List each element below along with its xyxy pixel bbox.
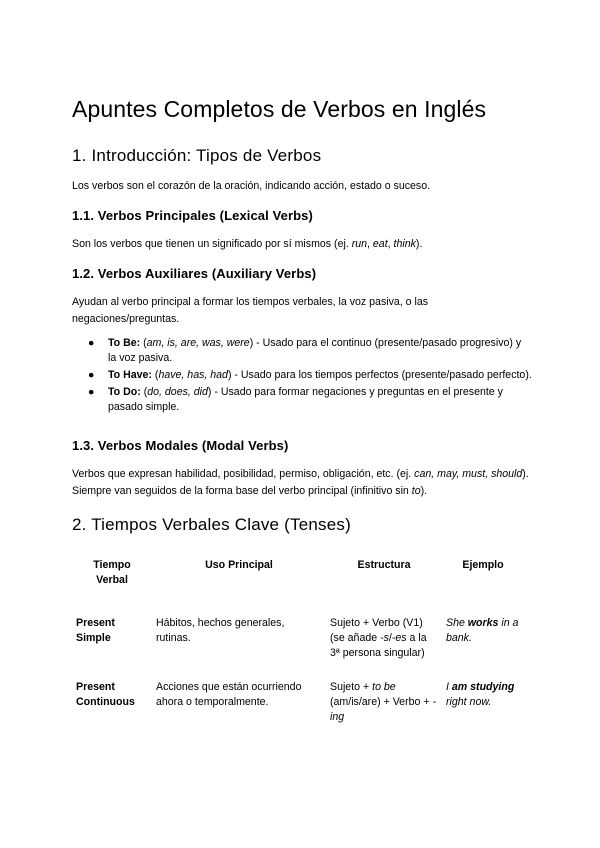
text-segment: , <box>387 238 394 250</box>
verb-forms: am, is, are, was, were <box>146 337 250 349</box>
table-row <box>72 680 524 744</box>
verb-forms: do, does, did <box>147 386 208 398</box>
text-segment: ) - Usado para los tiempos perfectos (presente/pasado perfecto). <box>227 369 532 381</box>
bullet-label: To Do: <box>108 386 141 398</box>
text-segment: Son los verbos que tienen un significado por sí mismos (ej. <box>72 238 352 250</box>
tense-structure <box>326 680 442 744</box>
modal-verbs-paragraph <box>72 466 532 500</box>
text-segment: / <box>388 632 392 644</box>
text-segment: ( <box>151 369 159 381</box>
verb-forms: have, has, had <box>158 369 228 381</box>
text-segment: ). <box>420 485 428 497</box>
tenses-table <box>72 558 524 744</box>
subheading-auxiliary-verbs: 1.2. Verbos Auxiliares (Auxiliary Verbs) <box>72 266 317 281</box>
to-be: to be <box>372 681 396 693</box>
example-verb: eat <box>372 238 388 250</box>
text-segment: ( <box>140 386 148 398</box>
bullet-icon: ● <box>88 337 95 349</box>
column-header: Tiempo Verbal <box>93 559 131 586</box>
column-header: Uso Principal <box>205 559 273 571</box>
main-verbs-paragraph <box>72 236 532 253</box>
bullet-label: To Have: <box>108 369 152 381</box>
text-segment: Verbos que expresan habilidad, posibilidad, permiso, obligación, etc. (ej. <box>72 468 415 480</box>
tense-use: Acciones que están ocurriendo ahora o temporalmente. <box>156 681 302 708</box>
suffix: -es <box>391 632 407 644</box>
auxiliary-verbs-list <box>72 336 532 417</box>
tense-example <box>442 680 524 744</box>
text-segment: Sujeto + <box>330 681 373 693</box>
bullet-icon: ● <box>88 369 95 381</box>
auxiliary-verbs-paragraph: Ayudan al verbo principal a formar los tiempos verbales, la voz pasiva, o las negaciones/preguntas. <box>72 296 429 325</box>
example-verb: run <box>351 238 368 250</box>
list-item <box>72 385 532 415</box>
table-header-row <box>72 558 524 616</box>
suffix: -s <box>380 632 389 644</box>
example-verb: am studying <box>451 681 515 693</box>
text-segment: Sujeto + Verbo (V1) (se añade <box>330 617 423 644</box>
modal-examples: can, may, must, should <box>414 468 523 480</box>
to-word: to <box>411 485 421 497</box>
bullet-icon: ● <box>88 386 95 398</box>
document-title: Apuntes Completos de Verbos en Inglés <box>72 96 487 122</box>
subheading-main-verbs: 1.1. Verbos Principales (Lexical Verbs) <box>72 208 313 223</box>
text-segment: a la 3ª persona singular) <box>330 632 427 659</box>
column-header: Estructura <box>357 559 411 571</box>
column-header: Ejemplo <box>462 559 504 571</box>
tense-use: Hábitos, hechos generales, rutinas. <box>156 617 285 644</box>
text-segment: (am/is/are) + Verbo + <box>330 696 433 708</box>
text-segment: She <box>446 617 468 629</box>
tense-structure <box>326 616 442 680</box>
text-segment: I <box>446 681 452 693</box>
text-segment: ) - Usado para el continuo (presente/pasado progresivo) y la voz pasiva. <box>108 337 522 364</box>
intro-paragraph: Los verbos son el corazón de la oración, indicando acción, estado o suceso. <box>72 180 431 192</box>
text-segment: ) - Usado para formar negaciones y preguntas en el presente y pasado simple. <box>108 386 503 413</box>
text-segment: , <box>367 238 373 250</box>
list-item <box>72 336 532 366</box>
suffix: -ing <box>330 696 436 723</box>
bullet-label: To Be: <box>108 337 141 349</box>
tense-name: Present Simple <box>76 617 115 644</box>
tense-name: Present Continuous <box>76 681 135 708</box>
section-heading-tenses: 2. Tiempos Verbales Clave (Tenses) <box>72 515 351 534</box>
text-segment: ). Siempre van seguidos de la forma base del verbo principal (infinitivo sin <box>72 468 529 497</box>
text-segment: in a bank. <box>446 617 519 644</box>
text-segment: right now. <box>446 696 492 708</box>
example-verb: think <box>393 238 416 250</box>
example-verb: works <box>467 617 499 629</box>
section-heading-introduction: 1. Introducción: Tipos de Verbos <box>72 146 322 165</box>
text-segment: ). <box>415 238 423 250</box>
table-row <box>72 616 524 680</box>
text-segment: ( <box>140 337 147 349</box>
subheading-modal-verbs: 1.3. Verbos Modales (Modal Verbs) <box>72 438 289 453</box>
tense-example <box>442 616 524 680</box>
list-item <box>72 368 532 383</box>
